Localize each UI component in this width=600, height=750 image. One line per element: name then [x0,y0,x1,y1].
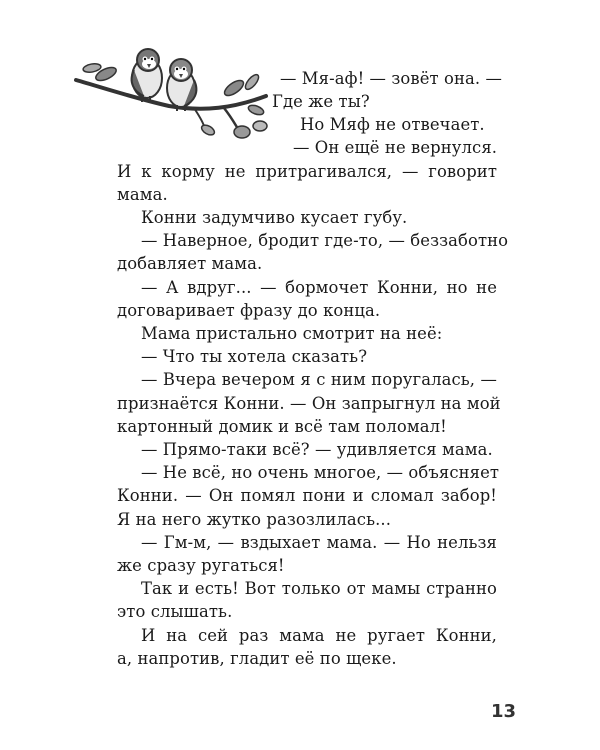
text-line: — Прямо-таки всё? — удивляется мама. [141,440,493,459]
text-line: договаривает фразу до конца. [117,301,381,320]
text-line: признаётся Конни. — Он запрыгнул на мой [117,394,501,413]
page-number: 13 [490,701,516,722]
text-line: Я на него жутко разозлилась... [117,510,392,529]
text-line: — А вдруг... — бормочет Конни, но не [141,278,497,297]
text-line: — Что ты хотела сказать? [141,347,368,366]
text-line: — Не всё, но очень многое, — объясняет [141,463,500,482]
text-line: Так и есть! Вот только от мамы странно [141,579,497,598]
text-line: это слышать. [117,602,233,621]
two-birds-on-branch-icon [74,40,270,140]
text-line: И к корму не притрагивался, — говорит [117,162,497,181]
text-line: — Мя-аф! — зовёт она. — [280,69,502,88]
text-line: Конни задумчиво кусает губу. [141,208,408,227]
text-line: Где же ты? [272,92,370,111]
text-line: мама. [117,185,168,204]
text-line: — Наверное, бродит где-то, — беззаботно [141,231,509,250]
text-line: И на сей раз мама не ругает Конни, [141,626,497,645]
text-line: а, напротив, гладит её по щеке. [117,649,397,668]
text-line: Конни. — Он помял пони и сломал забор! [117,486,497,505]
text-line: Мама пристально смотрит на неё: [141,324,443,343]
text-line: — Он ещё не вернулся. [293,138,498,157]
text-line: добавляет мама. [117,254,263,273]
text-line: — Вчера вечером я с ним поругалась, — [141,370,497,389]
text-line: Но Мяф не отвечает. [300,115,485,134]
text-line: картонный домик и всё там поломал! [117,417,447,436]
text-line: — Гм-м, — вздыхает мама. — Но нельзя [141,533,497,552]
text-line: же сразу ругаться! [117,556,285,575]
